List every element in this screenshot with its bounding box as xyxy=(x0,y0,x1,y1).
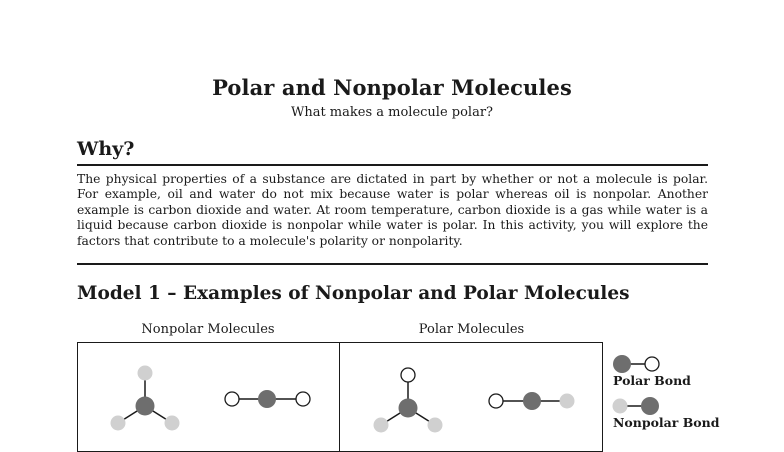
white-atom-icon xyxy=(401,368,415,382)
light-atom-icon xyxy=(560,394,575,409)
column-header-nonpolar: Nonpolar Molecules xyxy=(141,322,275,337)
light-atom-icon xyxy=(428,418,443,433)
light-atom-icon xyxy=(165,416,180,431)
polar-molecule-trigonal xyxy=(374,368,443,433)
white-atom-icon xyxy=(225,392,239,406)
dark-atom-icon xyxy=(523,392,541,410)
light-atom-icon xyxy=(138,366,153,381)
white-atom-icon xyxy=(296,392,310,406)
legend-nonpolar-bond-icon xyxy=(613,397,660,415)
light-atom-icon xyxy=(374,418,389,433)
dark-atom-icon xyxy=(258,390,276,408)
white-atom-icon xyxy=(489,394,503,408)
legend-label-polar-bond: Polar Bond xyxy=(613,373,691,388)
nonpolar-molecule-linear xyxy=(225,390,310,408)
page-title: Polar and Nonpolar Molecules xyxy=(212,75,572,100)
dark-atom-icon xyxy=(136,397,155,416)
legend-label-nonpolar-bond: Nonpolar Bond xyxy=(613,415,720,430)
why-paragraph: The physical properties of a substance are dictated in part by whether or not a molecule is polar. For example, oil and water do not mix because water is polar whereas oil is nonpolar. Another example is carbon dioxide and water. At room temperature, carbon dioxide is a gas while water is a liquid because carbon dioxide is nonpolar while water is polar. In this activity, you will explore the factors that contribute to a molecule's polarity or nonpolarity. xyxy=(77,172,708,248)
column-header-polar: Polar Molecules xyxy=(418,322,525,337)
dark-atom-icon xyxy=(399,399,418,418)
legend-polar-bond-icon xyxy=(613,355,659,373)
why-heading: Why? xyxy=(77,138,135,160)
model-heading: Model 1 – Examples of Nonpolar and Polar Molecules xyxy=(77,283,630,304)
light-atom-icon xyxy=(111,416,126,431)
polar-molecule-linear xyxy=(489,392,575,410)
page-subtitle: What makes a molecule polar? xyxy=(290,105,494,120)
nonpolar-molecule-trigonal xyxy=(111,366,180,431)
